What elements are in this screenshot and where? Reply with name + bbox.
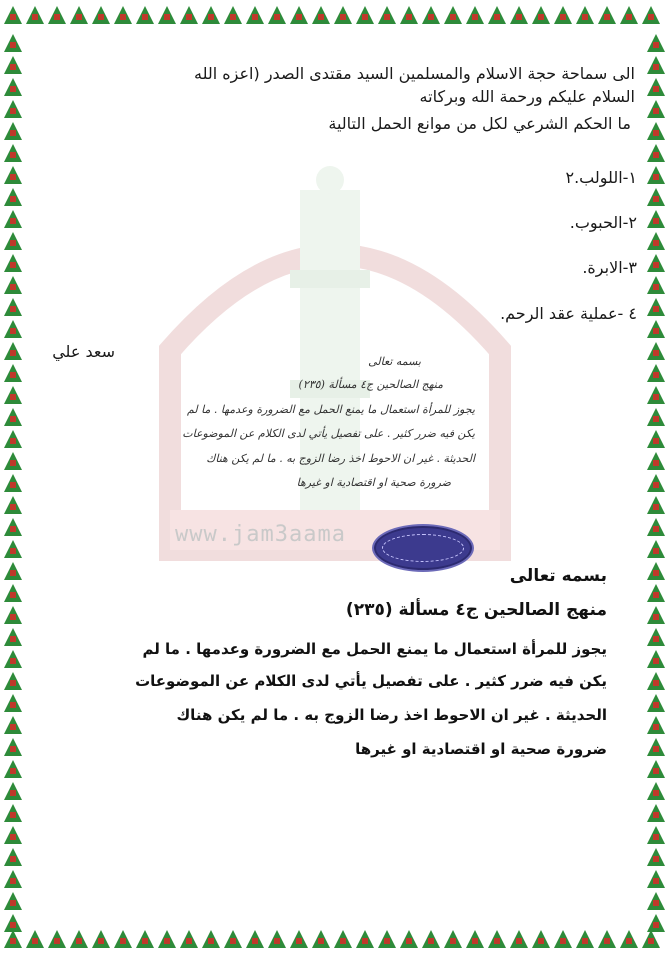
border-motif-dot bbox=[76, 14, 82, 20]
border-motif-dot bbox=[653, 526, 659, 532]
border-motif-dot bbox=[653, 372, 659, 378]
border-motif-dot bbox=[164, 14, 170, 20]
border-motif-dot bbox=[54, 14, 60, 20]
border-motif-dot bbox=[653, 438, 659, 444]
question-line-3: ما الحكم الشرعي لكل من موانع الحمل التالية bbox=[328, 114, 631, 133]
question-item-3: ٣-الابرة. bbox=[582, 258, 637, 277]
question-line-1: الى سماحة حجة الاسلام والمسلمين السيد مقتدى الصدر (اعزه الله bbox=[194, 64, 635, 83]
border-motif-dot bbox=[186, 14, 192, 20]
border-motif-dot bbox=[450, 14, 456, 20]
border-motif-dot bbox=[10, 856, 16, 862]
border-motif-dot bbox=[10, 746, 16, 752]
border-motif-dot bbox=[10, 658, 16, 664]
border-motif-dot bbox=[406, 938, 412, 944]
answer-line-3: الحديثة . غير ان الاحوط اخذ رضا الزوج به . ما لم يكن هناك bbox=[176, 706, 607, 724]
border-motif-dot bbox=[494, 14, 500, 20]
border-motif-dot bbox=[10, 592, 16, 598]
border-motif-dot bbox=[274, 938, 280, 944]
border-motif-dot bbox=[653, 834, 659, 840]
answer-basmala: بسمه تعالى bbox=[509, 566, 607, 586]
border-motif-dot bbox=[653, 592, 659, 598]
border-motif-dot bbox=[10, 812, 16, 818]
border-motif-dot bbox=[10, 218, 16, 224]
border-motif-dot bbox=[516, 14, 522, 20]
border-motif-dot bbox=[604, 14, 610, 20]
decorative-border-right bbox=[643, 0, 671, 952]
decorative-border-bottom bbox=[0, 924, 671, 952]
border-motif-dot bbox=[186, 938, 192, 944]
border-motif-dot bbox=[208, 14, 214, 20]
border-motif-dot bbox=[653, 922, 659, 928]
border-motif-dot bbox=[10, 922, 16, 928]
border-motif-dot bbox=[560, 938, 566, 944]
border-motif-dot bbox=[10, 570, 16, 576]
border-motif-dot bbox=[653, 548, 659, 554]
border-motif-dot bbox=[76, 938, 82, 944]
border-motif-dot bbox=[653, 196, 659, 202]
border-motif-dot bbox=[428, 938, 434, 944]
border-motif-dot bbox=[653, 812, 659, 818]
border-motif-dot bbox=[10, 790, 16, 796]
border-motif-dot bbox=[450, 938, 456, 944]
border-motif-dot bbox=[54, 938, 60, 944]
border-motif-dot bbox=[10, 152, 16, 158]
border-motif-dot bbox=[653, 416, 659, 422]
handwritten-line-5: ضرورة صحية او اقتصادية او غيرها bbox=[296, 476, 451, 489]
border-motif-dot bbox=[653, 42, 659, 48]
border-motif-dot bbox=[653, 86, 659, 92]
border-motif-dot bbox=[384, 14, 390, 20]
border-motif-dot bbox=[653, 306, 659, 312]
border-motif-dot bbox=[582, 14, 588, 20]
border-motif-dot bbox=[653, 856, 659, 862]
border-motif-dot bbox=[653, 108, 659, 114]
border-motif-dot bbox=[318, 14, 324, 20]
border-motif-dot bbox=[10, 702, 16, 708]
border-motif-dot bbox=[10, 42, 16, 48]
border-motif-dot bbox=[98, 938, 104, 944]
border-motif-dot bbox=[98, 14, 104, 20]
border-motif-dot bbox=[653, 328, 659, 334]
border-motif-dot bbox=[164, 938, 170, 944]
border-motif-dot bbox=[32, 14, 38, 20]
border-motif-dot bbox=[516, 938, 522, 944]
border-motif-dot bbox=[142, 938, 148, 944]
border-motif-dot bbox=[10, 108, 16, 114]
border-motif-dot bbox=[10, 680, 16, 686]
border-motif-dot bbox=[10, 86, 16, 92]
border-motif-dot bbox=[653, 350, 659, 356]
border-motif-dot bbox=[472, 938, 478, 944]
border-motif-dot bbox=[653, 702, 659, 708]
border-motif-dot bbox=[10, 460, 16, 466]
border-motif-dot bbox=[296, 14, 302, 20]
border-motif-dot bbox=[406, 14, 412, 20]
border-motif-dot bbox=[10, 394, 16, 400]
border-motif-dot bbox=[340, 14, 346, 20]
border-motif-dot bbox=[10, 130, 16, 136]
border-motif-dot bbox=[10, 174, 16, 180]
border-motif-dot bbox=[653, 658, 659, 664]
border-motif-dot bbox=[653, 64, 659, 70]
signer-name: سعد علي bbox=[52, 342, 115, 361]
border-motif-dot bbox=[653, 482, 659, 488]
border-motif-dot bbox=[296, 938, 302, 944]
official-seal-icon bbox=[372, 524, 474, 572]
border-motif-dot bbox=[653, 130, 659, 136]
border-motif-dot bbox=[10, 328, 16, 334]
mosque-watermark-icon bbox=[150, 150, 520, 570]
border-motif-dot bbox=[582, 938, 588, 944]
border-motif-dot bbox=[653, 614, 659, 620]
border-motif-dot bbox=[626, 14, 632, 20]
border-motif-dot bbox=[10, 284, 16, 290]
border-motif-dot bbox=[653, 680, 659, 686]
border-motif-dot bbox=[538, 938, 544, 944]
border-motif-dot bbox=[10, 900, 16, 906]
watermark-url: www.jam3aama bbox=[175, 522, 346, 547]
border-motif-dot bbox=[142, 14, 148, 20]
handwritten-line-2: يجوز للمرأة استعمال ما يمنع الحمل مع الضرورة وعدمها . ما لم bbox=[186, 403, 475, 416]
question-line-2: السلام عليكم ورحمة الله وبركاته bbox=[419, 87, 635, 106]
border-motif-dot bbox=[252, 938, 258, 944]
border-motif-dot bbox=[653, 284, 659, 290]
question-item-4: ٤ -عملية عقد الرحم. bbox=[500, 304, 637, 323]
border-motif-dot bbox=[362, 14, 368, 20]
border-motif-dot bbox=[653, 504, 659, 510]
border-motif-dot bbox=[10, 724, 16, 730]
border-motif-dot bbox=[10, 262, 16, 268]
border-motif-dot bbox=[340, 938, 346, 944]
border-motif-dot bbox=[252, 14, 258, 20]
handwritten-line-1: منهج الصالحين ج٤ مسألة (٢٣٥) bbox=[298, 378, 443, 391]
answer-line-2: يكن فيه ضرر كثير . على تفصيل يأتي لدى الكلام عن الموضوعات bbox=[135, 672, 607, 690]
decorative-border-left bbox=[0, 0, 28, 952]
border-motif-dot bbox=[428, 14, 434, 20]
border-motif-dot bbox=[653, 768, 659, 774]
border-motif-dot bbox=[10, 768, 16, 774]
border-motif-dot bbox=[653, 174, 659, 180]
border-motif-dot bbox=[230, 938, 236, 944]
border-motif-dot bbox=[362, 938, 368, 944]
border-motif-dot bbox=[208, 938, 214, 944]
border-motif-dot bbox=[120, 938, 126, 944]
border-motif-dot bbox=[10, 636, 16, 642]
answer-reference: منهج الصالحين ج٤ مسألة (٢٣٥) bbox=[345, 600, 607, 620]
border-motif-dot bbox=[653, 746, 659, 752]
border-motif-dot bbox=[653, 790, 659, 796]
border-motif-dot bbox=[274, 14, 280, 20]
decorative-border-top bbox=[0, 0, 671, 28]
border-motif-dot bbox=[10, 350, 16, 356]
handwritten-line-4: الحديثة . غير ان الاحوط اخذ رضا الزوج به . ما لم يكن هناك bbox=[206, 452, 475, 465]
border-motif-dot bbox=[653, 570, 659, 576]
border-motif-dot bbox=[10, 614, 16, 620]
border-motif-dot bbox=[538, 14, 544, 20]
border-motif-dot bbox=[653, 460, 659, 466]
border-motif-dot bbox=[10, 878, 16, 884]
handwritten-basmala: بسمه تعالى bbox=[368, 355, 421, 368]
border-motif-dot bbox=[10, 548, 16, 554]
border-motif-dot bbox=[384, 938, 390, 944]
border-motif-dot bbox=[653, 636, 659, 642]
border-motif-dot bbox=[10, 416, 16, 422]
border-motif-dot bbox=[120, 14, 126, 20]
border-motif-dot bbox=[10, 372, 16, 378]
border-motif-dot bbox=[604, 938, 610, 944]
border-motif-dot bbox=[10, 196, 16, 202]
border-motif-dot bbox=[32, 938, 38, 944]
answer-line-4: ضرورة صحية او اقتصادية او غيرها bbox=[355, 740, 607, 758]
answer-line-1: يجوز للمرأة استعمال ما يمنع الحمل مع الضرورة وعدمها . ما لم bbox=[142, 640, 607, 658]
border-motif-dot bbox=[653, 878, 659, 884]
border-motif-dot bbox=[10, 240, 16, 246]
border-motif-dot bbox=[318, 938, 324, 944]
border-motif-dot bbox=[10, 306, 16, 312]
border-motif-dot bbox=[653, 394, 659, 400]
border-motif-dot bbox=[653, 900, 659, 906]
border-motif-dot bbox=[653, 218, 659, 224]
border-motif-dot bbox=[10, 482, 16, 488]
border-motif-dot bbox=[653, 262, 659, 268]
border-motif-dot bbox=[472, 14, 478, 20]
border-motif-dot bbox=[10, 526, 16, 532]
border-motif-dot bbox=[10, 504, 16, 510]
handwritten-line-3: يكن فيه ضرر كثير . على تفصيل يأتي لدى الكلام عن الموضوعات bbox=[182, 427, 475, 440]
border-motif-dot bbox=[10, 834, 16, 840]
border-motif-dot bbox=[10, 438, 16, 444]
border-motif-dot bbox=[626, 938, 632, 944]
border-motif-dot bbox=[230, 14, 236, 20]
border-motif-dot bbox=[560, 14, 566, 20]
question-item-1: ١-اللولب.٢ bbox=[565, 168, 637, 187]
border-motif-dot bbox=[494, 938, 500, 944]
border-motif-dot bbox=[653, 152, 659, 158]
border-motif-dot bbox=[653, 240, 659, 246]
question-item-2: ٢-الحبوب. bbox=[569, 213, 637, 232]
border-motif-dot bbox=[653, 724, 659, 730]
border-motif-dot bbox=[10, 64, 16, 70]
